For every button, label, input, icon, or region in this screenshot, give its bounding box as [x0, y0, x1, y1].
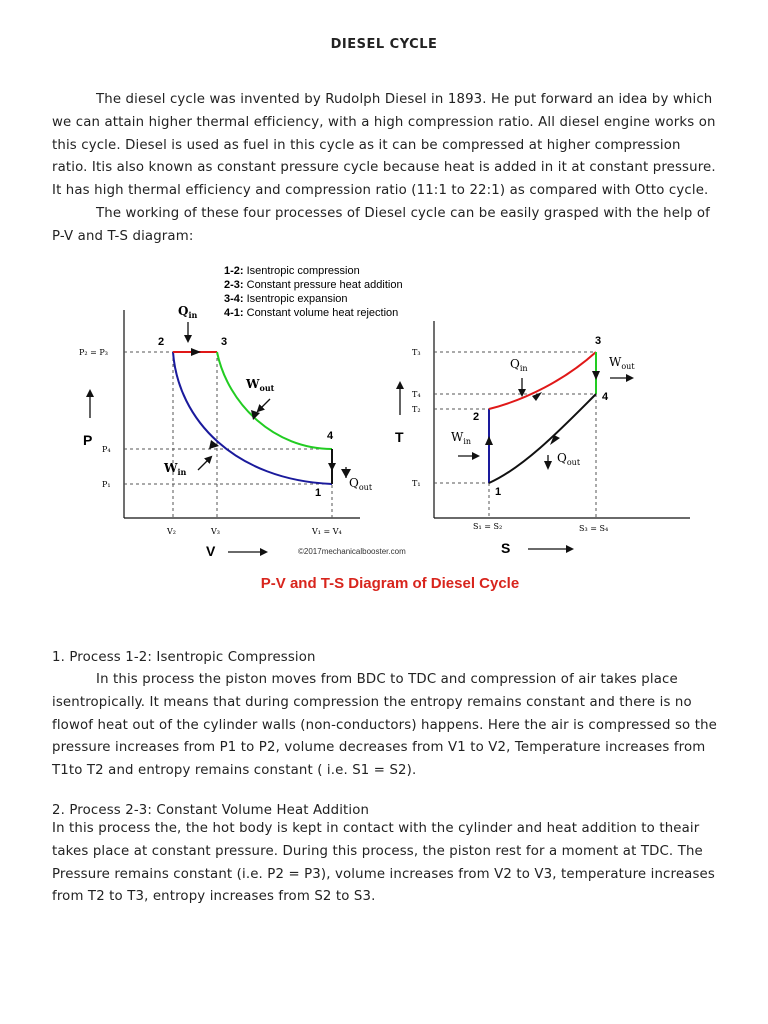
ts-point-2: 2 — [473, 411, 480, 423]
pv-x-tick-v1-v4: V₁ = V₄ — [312, 527, 342, 536]
watermark: ©2017mechanicalbooster.com — [298, 547, 406, 556]
pv-y-tick-p1: P₁ — [102, 480, 111, 489]
pv-diagram — [79, 304, 406, 559]
pv-win-label: $W_{in}$ — [164, 461, 187, 477]
ts-process-2-3 — [489, 352, 596, 409]
ts-y-axis-label: T — [395, 429, 404, 445]
process-legend — [224, 265, 403, 319]
pv-y-tick-p4: P₄ — [102, 445, 111, 454]
figure-caption: P-V and T-S Diagram of Diesel Cycle — [260, 575, 520, 592]
pv-y-tick-p2-p3: P₂ = P₃ — [79, 348, 108, 357]
intro-paragraph: The diesel cycle was invented by Rudolph Diesel in 1893. He put forward an idea by which we can attain higher thermal efficiency, with a high compression ratio. All diesel engine works on this cycle. Diesel is used as fuel in this cycle as it can be compressed at higher compression ratio. Itis also known as constant pressure cycle because heat is added in it at constant pressure. It has high thermal efficiency and compression ratio (11:1 to 22:1) as compared with Otto cycle. — [52, 92, 716, 199]
ts-x-axis-label: S — [501, 540, 511, 556]
ts-qout-label: $Q_{out}$ — [557, 451, 581, 467]
legend-item-1-2: 1-2: Isentropic compression — [224, 265, 360, 277]
pv-x-tick-v3: V₃ — [211, 527, 220, 536]
ts-y-tick-t4: T₄ — [412, 390, 421, 399]
ts-diagram — [395, 321, 690, 556]
ts-x-tick-s3-s4: S₃ = S₄ — [579, 524, 609, 533]
ts-win-label: $W_{in}$ — [451, 430, 472, 446]
ts-wout-label: $W_{out}$ — [609, 355, 635, 371]
diesel-cycle-figure — [70, 255, 710, 605]
pv-point-2: 2 — [158, 336, 165, 348]
ts-process-4-1 — [489, 394, 596, 483]
process-1-body: In this process the piston moves from BDC to TDC and compression of air takes place isentropically. It means that during compression the entropy remains constant and there is no flowof heat out of the cylinder walls (non-conductors) happens. Here the air is compressed so the pressure increases from P1 to P2, volume decreases from V1 to V2, Temperature increases from T1to T2 and entropy remains constant ( i.e. S1 = S2). — [52, 672, 717, 779]
ts-y-tick-t2: T₂ — [412, 405, 421, 414]
pv-x-tick-v2: V₂ — [167, 527, 176, 536]
ts-point-3: 3 — [595, 335, 602, 347]
ts-x-tick-s1-s2: S₁ = S₂ — [473, 522, 503, 531]
legend-item-3-4: 3-4: Isentropic expansion — [224, 293, 348, 305]
pv-qout-label: $Q_{out}$ — [349, 476, 373, 492]
ts-y-tick-t1: T₁ — [412, 479, 421, 488]
page-title: DIESEL CYCLE — [330, 37, 438, 52]
pv-process-1-2 — [173, 352, 332, 484]
process-2-heading: 2. Process 2-3: Constant Volume Heat Addition — [52, 803, 370, 818]
ts-y-tick-t3: T₃ — [412, 348, 421, 357]
pv-y-axis-label: P — [83, 432, 93, 448]
ts-qin-label: $Q_{in}$ — [510, 357, 528, 373]
intro-paragraph-2: The working of these four processes of Diesel cycle can be easily grasped with the help of P-V and T-S diagram: — [52, 206, 711, 244]
process-2-body: In this process the, the hot body is kept in contact with the cylinder and heat addition to theair takes place at constant pressure. During this process, the piston rest for a moment at TDC. The Pressure remains constant (i.e. P2 = P3), volume increases from V2 to V3, temperature increases from T2 to T3, entropy increases from S2 to S3. — [52, 821, 715, 905]
process-1-heading: 1. Process 1-2: Isentropic Compression — [52, 650, 316, 665]
ts-point-1: 1 — [495, 486, 502, 498]
pv-qin-label: $Q_{in}$ — [178, 304, 198, 320]
pv-point-3: 3 — [221, 336, 228, 348]
pv-x-axis-label: V — [206, 543, 216, 559]
ts-point-4: 4 — [602, 391, 609, 403]
pv-process-3-4 — [217, 352, 332, 449]
legend-item-2-3: 2-3: Constant pressure heat addition — [224, 279, 403, 291]
pv-wout-label: $W_{out}$ — [246, 377, 275, 393]
pv-point-1: 1 — [315, 487, 322, 499]
legend-item-4-1: 4-1: Constant volume heat rejection — [224, 307, 399, 319]
pv-point-4: 4 — [327, 430, 334, 442]
